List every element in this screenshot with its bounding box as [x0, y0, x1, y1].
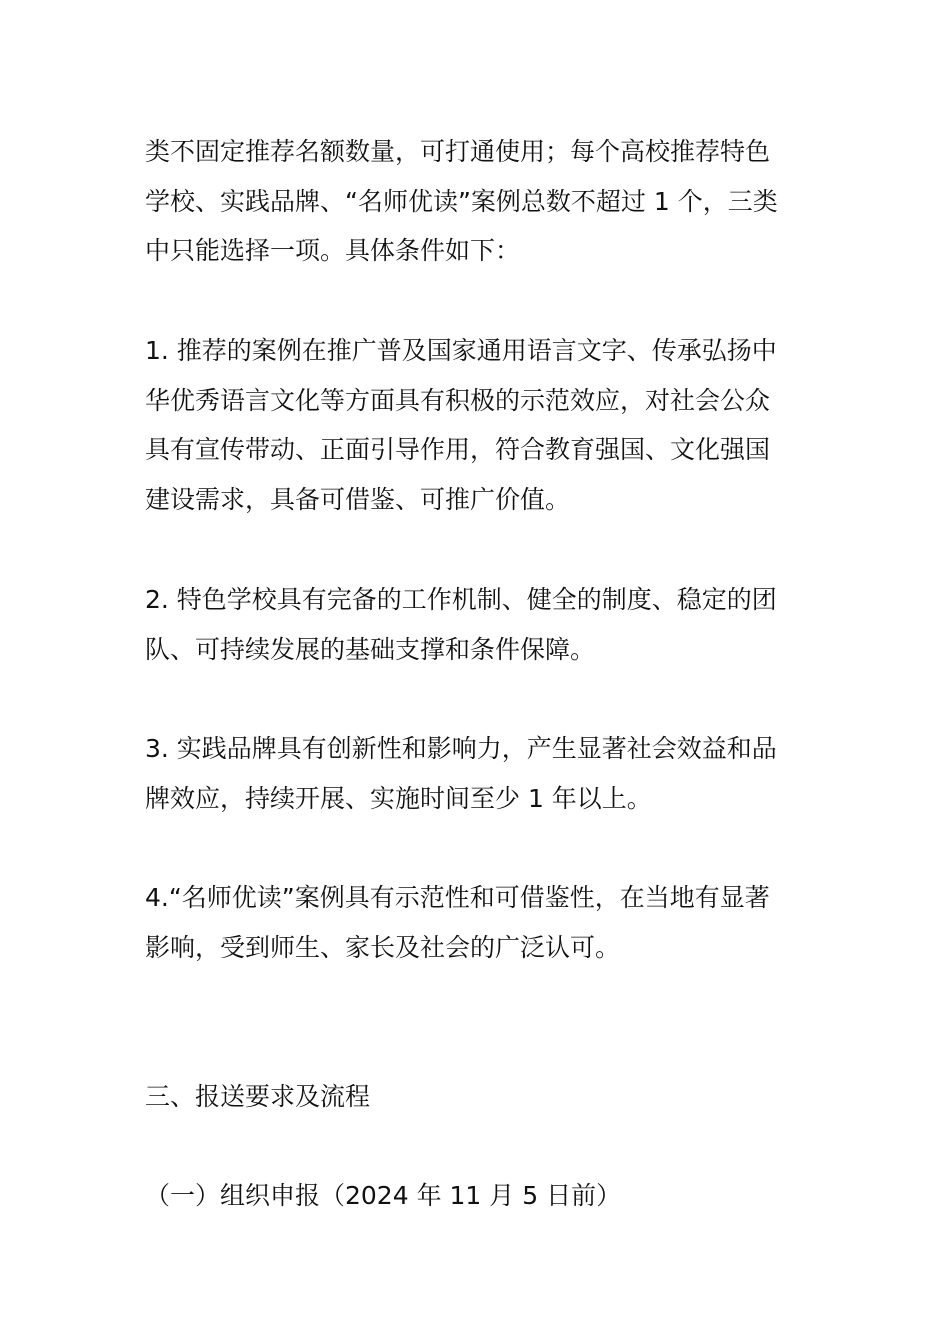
condition-line: 牌效应，持续开展、实施时间至少 1 年以上。	[145, 783, 652, 813]
condition-item-2	[145, 575, 815, 674]
condition-line: 队、可持续发展的基础支撑和条件保障。	[145, 634, 596, 664]
condition-item-4	[145, 873, 815, 972]
subsection-heading-text: （一）组织申报（2024 年 11 月 5 日前）	[145, 1181, 622, 1210]
intro-line: 类不固定推荐名额数量，可打通使用；每个高校推荐特色	[145, 137, 771, 166]
intro-paragraph	[145, 127, 815, 276]
condition-line: 1. 推荐的案例在推广普及国家通用语言文字、传承弘扬中	[145, 336, 777, 365]
subsection-heading	[145, 1171, 815, 1221]
condition-item-3	[145, 724, 815, 823]
condition-line: 4.“名师优读”案例具有示范性和可借鉴性，在当地有显著	[145, 883, 770, 912]
intro-line: 学校、实践品牌、“名师优读”案例总数不超过 1 个，三类	[145, 186, 778, 216]
condition-line: 建设需求，具备可借鉴、可推广价值。	[145, 484, 571, 514]
condition-line: 华优秀语言文化等方面具有积极的示范效应，对社会公众	[145, 385, 771, 415]
section-heading-text: 三、报送要求及流程	[145, 1082, 371, 1111]
condition-line: 具有宣传带动、正面引导作用，符合教育强国、文化强国	[145, 435, 771, 464]
intro-line: 中只能选择一项。具体条件如下：	[145, 236, 521, 265]
section-heading	[145, 1072, 815, 1122]
condition-line: 3. 实践品牌具有创新性和影响力，产生显著社会效益和品	[145, 734, 777, 763]
condition-line: 2. 特色学校具有完备的工作机制、健全的制度、稳定的团	[145, 585, 777, 614]
condition-item-1	[145, 326, 815, 524]
condition-line: 影响，受到师生、家长及社会的广泛认可。	[145, 932, 621, 962]
